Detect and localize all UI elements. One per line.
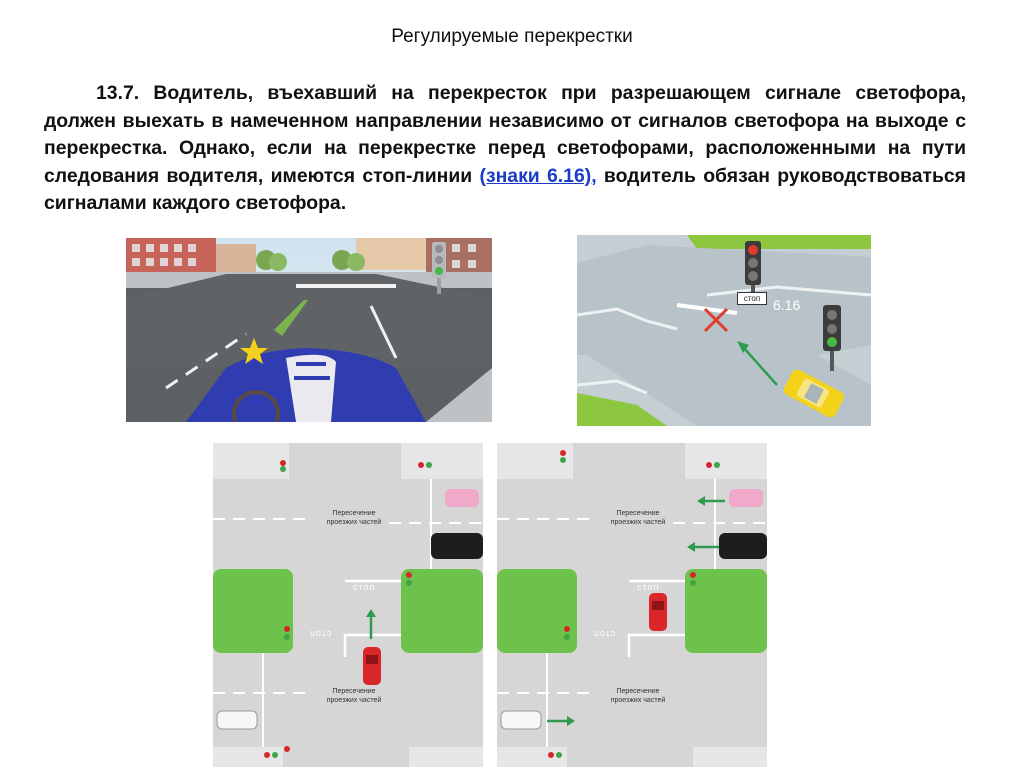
rule-paragraph [44,80,966,218]
crossing-label-bottom: Пересечение проезжих частей [610,688,666,704]
stop-sign-plate: стоп [737,292,767,305]
intersection-diagram-right [497,443,767,767]
crossing-label-bottom: Пересечение проезжих частей [326,688,382,704]
rule-text-part-2: водитель обязан руководствоваться сигналами каждого светофора. [44,164,966,214]
stop-marking-top: стоп [353,582,376,592]
rule-number: 13.7. [96,82,140,104]
crossing-label-top: Пересечение проезжих частей [326,510,382,526]
stop-marking-top: стоп [637,582,660,592]
rule-link-signs[interactable]: (знаки 6.16), [479,164,597,187]
intersection-diagram-left [213,443,483,767]
sign-number-label: 6.16 [773,297,801,313]
driver-view-illustration [126,238,492,422]
stop-marking-bottom: стоп [309,629,332,639]
crossing-label-top: Пересечение проезжих частей [610,510,666,526]
stop-marking-bottom: стоп [593,629,616,639]
stop-line-sign-illustration [577,235,871,426]
slide-title: Регулируемые перекрестки [391,26,633,47]
rule-text-part-1: Водитель, въехавший на перекресток при разрешающем сигнале светофора, должен выехать в намеченном направлении независимо от сигналов светофора на выходе с перекрестка. Однако, если на перекрестке перед светофорами, расположенными на пути следования водителя, имеются стоп-линии [44,82,966,187]
